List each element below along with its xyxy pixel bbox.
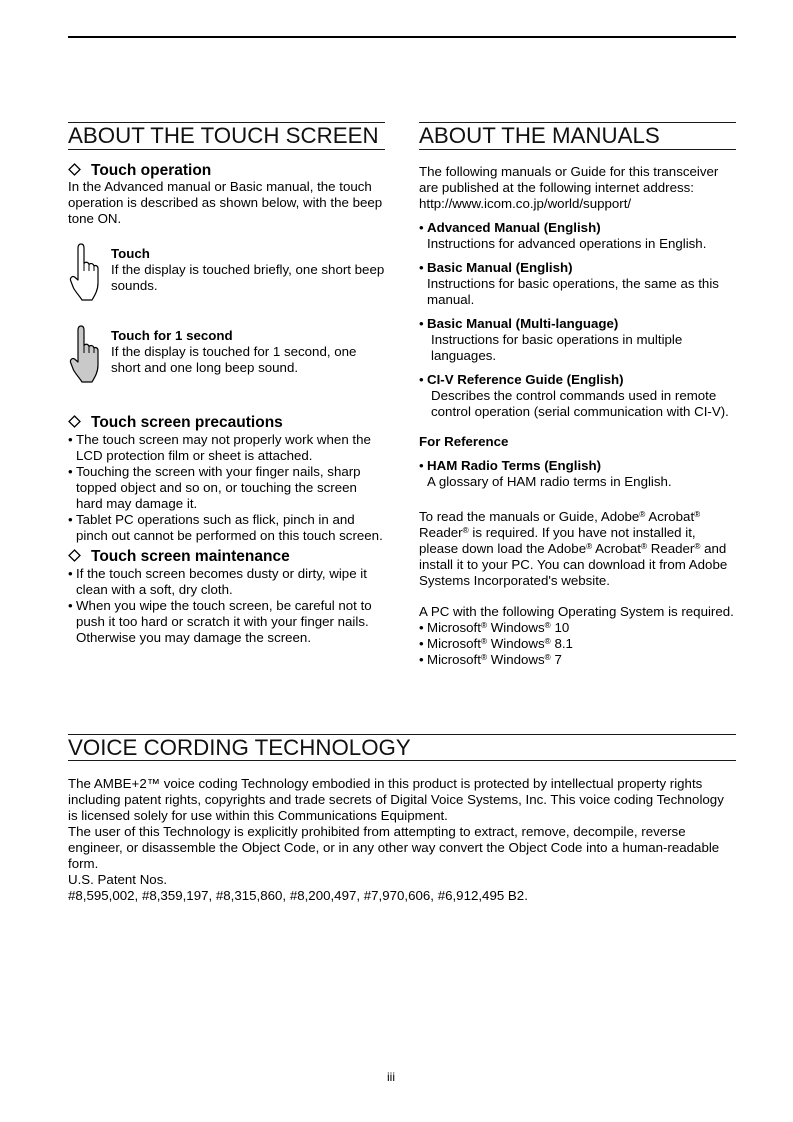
page-number: iii: [387, 1070, 395, 1084]
manual-item: [419, 372, 745, 420]
touch-hold-description: If the display is touched for 1 second, one short and one long beep sound.: [111, 344, 357, 375]
bullet-icon: [68, 512, 73, 528]
reference-item: [419, 458, 745, 490]
diamond-icon: [68, 415, 81, 428]
manuals-intro: The following manuals or Guide for this transceiver are published at the following internet address:: [419, 164, 719, 195]
os-intro: A PC with the following Operating System is required.: [419, 604, 734, 619]
registered-mark: ®: [640, 541, 648, 551]
maintenance-text: If the touch screen becomes dusty or dirty, wipe it clean with a soft, dry cloth.: [76, 566, 367, 597]
manual-name: Basic Manual (Multi-language): [427, 316, 619, 331]
precaution-text: The touch screen may not properly work when the LCD protection film or sheet is attached.: [76, 432, 371, 463]
os-brand: Microsoft: [427, 620, 481, 635]
touch-operation-heading: [68, 161, 211, 181]
os-item: [419, 636, 745, 652]
bullet-icon: [419, 372, 424, 388]
manuals-intro-block: [419, 164, 745, 212]
bullet-icon: [419, 652, 424, 668]
precaution-text: Tablet PC operations such as flick, pinch in and pinch out cannot be performed on this touch screen.: [76, 512, 383, 543]
list-item: [68, 432, 392, 464]
bullet-icon: [419, 458, 424, 474]
hand-touch-icon: [69, 243, 99, 301]
maintenance-list: [68, 566, 392, 646]
top-rule: [68, 36, 736, 38]
touch-entry: [111, 246, 392, 294]
patent-label: U.S. Patent Nos.: [68, 872, 168, 887]
adobe-reader-note: [419, 509, 745, 589]
voice-paragraph: The user of this Technology is explicitly prohibited from attempting to extract, remove, decompile, reverse engineer, or disassemble the Object Code, or in any other way convert the Object Code into a human-readable form.: [68, 824, 720, 871]
list-item: [68, 512, 392, 544]
touch-screen-title: ABOUT THE TOUCH SCREEN: [68, 122, 385, 150]
manual-item: [419, 316, 745, 364]
maintenance-heading-text: Touch screen maintenance: [91, 548, 290, 565]
os-product: Windows: [490, 636, 545, 651]
os-version: 8.1: [554, 636, 573, 651]
precaution-text: Touching the screen with your finger nails, sharp topped object and so on, or touching the screen hard may damage it.: [76, 464, 361, 511]
voice-title: VOICE CORDING TECHNOLOGY: [68, 734, 736, 761]
voice-paragraph: The AMBE+2™ voice coding Technology embodied in this product is protected by intellectual property rights including patent rights, copyrights and trade secrets of Digital Voice Systems, Inc. This voice coding Technology is licensed solely for use within this Communications Equipment.: [68, 776, 724, 823]
bullet-icon: [419, 260, 424, 276]
list-item: [68, 464, 392, 512]
list-item: [68, 598, 392, 646]
note-text: Reader: [647, 541, 695, 556]
manuals-title: ABOUT THE MANUALS: [419, 122, 736, 150]
registered-mark: ®: [694, 541, 701, 551]
note-text: and install it to your PC. You can download it from Adobe Systems Incorporated's website.: [419, 541, 728, 588]
diamond-icon: [68, 163, 81, 176]
registered-mark: ®: [480, 636, 488, 646]
manual-name: Advanced Manual (English): [427, 220, 601, 235]
note-text: Acrobat: [592, 541, 641, 556]
bullet-icon: [419, 636, 424, 652]
precautions-list: [68, 432, 392, 544]
reference-list: [419, 458, 745, 490]
manual-item: [419, 260, 745, 308]
manual-description: Instructions for basic operations, the same as this manual.: [427, 276, 719, 307]
os-item: [419, 620, 745, 636]
precautions-heading-text: Touch screen precautions: [91, 414, 283, 431]
bullet-icon: [419, 220, 424, 236]
os-version: 10: [554, 620, 570, 635]
manual-description: Instructions for advanced operations in English.: [427, 236, 707, 251]
reference-heading: For Reference: [419, 434, 509, 449]
registered-mark: ®: [586, 541, 593, 551]
list-item: [68, 566, 392, 598]
os-brand: Microsoft: [427, 636, 481, 651]
touch-description: If the display is touched briefly, one short beep sounds.: [111, 262, 385, 293]
bullet-icon: [68, 598, 73, 614]
hand-touch-hold-icon: [69, 325, 99, 383]
note-text: To read the manuals or Guide, Adobe: [419, 509, 640, 524]
precautions-heading: [68, 413, 283, 433]
manual-name: Basic Manual (English): [427, 260, 573, 275]
bullet-icon: [419, 316, 424, 332]
os-brand: Microsoft: [427, 652, 481, 667]
os-item: [419, 652, 745, 668]
note-text: Acrobat: [645, 509, 695, 524]
bullet-icon: [68, 464, 73, 480]
bullet-icon: [68, 566, 73, 582]
touch-label: Touch: [111, 246, 150, 261]
registered-mark: ®: [480, 652, 488, 662]
note-text: is required. If you have not installed it, please down load the Adobe: [419, 525, 696, 556]
support-url: http://www.icom.co.jp/world/support/: [419, 196, 632, 211]
voice-body: [68, 776, 745, 904]
os-product: Windows: [490, 652, 545, 667]
touch-hold-label: Touch for 1 second: [111, 328, 233, 343]
manuals-list: [419, 220, 745, 420]
manual-name: CI-V Reference Guide (English): [427, 372, 624, 387]
patent-numbers: #8,595,002, #8,359,197, #8,315,860, #8,200,497, #7,970,606, #6,912,495 B2.: [68, 888, 528, 903]
bullet-icon: [68, 432, 73, 448]
os-requirements: [419, 604, 745, 668]
registered-mark: ®: [544, 652, 551, 662]
touch-hold-entry: [111, 328, 392, 376]
registered-mark: ®: [639, 509, 646, 519]
maintenance-heading: [68, 547, 290, 567]
registered-mark: ®: [462, 525, 469, 535]
os-version: 7: [554, 652, 562, 667]
diamond-icon: [68, 549, 81, 562]
maintenance-text: When you wipe the touch screen, be careful not to push it too hard or scratch it with your finger nails. Otherwise you may damage the screen.: [76, 598, 372, 645]
note-text: Reader: [419, 525, 463, 540]
touch-operation-heading-text: Touch operation: [91, 162, 212, 179]
os-product: Windows: [490, 620, 545, 635]
os-list: [419, 620, 745, 668]
manual-description: Describes the control commands used in remote control operation (serial communication with CI-V).: [431, 388, 729, 419]
reference-name: HAM Radio Terms (English): [427, 458, 602, 473]
registered-mark: ®: [480, 620, 488, 630]
bullet-icon: [419, 620, 424, 636]
registered-mark: ®: [544, 636, 551, 646]
manual-item: [419, 220, 745, 252]
registered-mark: ®: [694, 509, 701, 519]
touch-operation-intro: In the Advanced manual or Basic manual, the touch operation is described as shown below, with the beep tone ON.: [68, 179, 383, 226]
manual-description: Instructions for basic operations in multiple languages.: [431, 332, 683, 363]
reference-description: A glossary of HAM radio terms in English.: [427, 474, 672, 489]
registered-mark: ®: [544, 620, 551, 630]
